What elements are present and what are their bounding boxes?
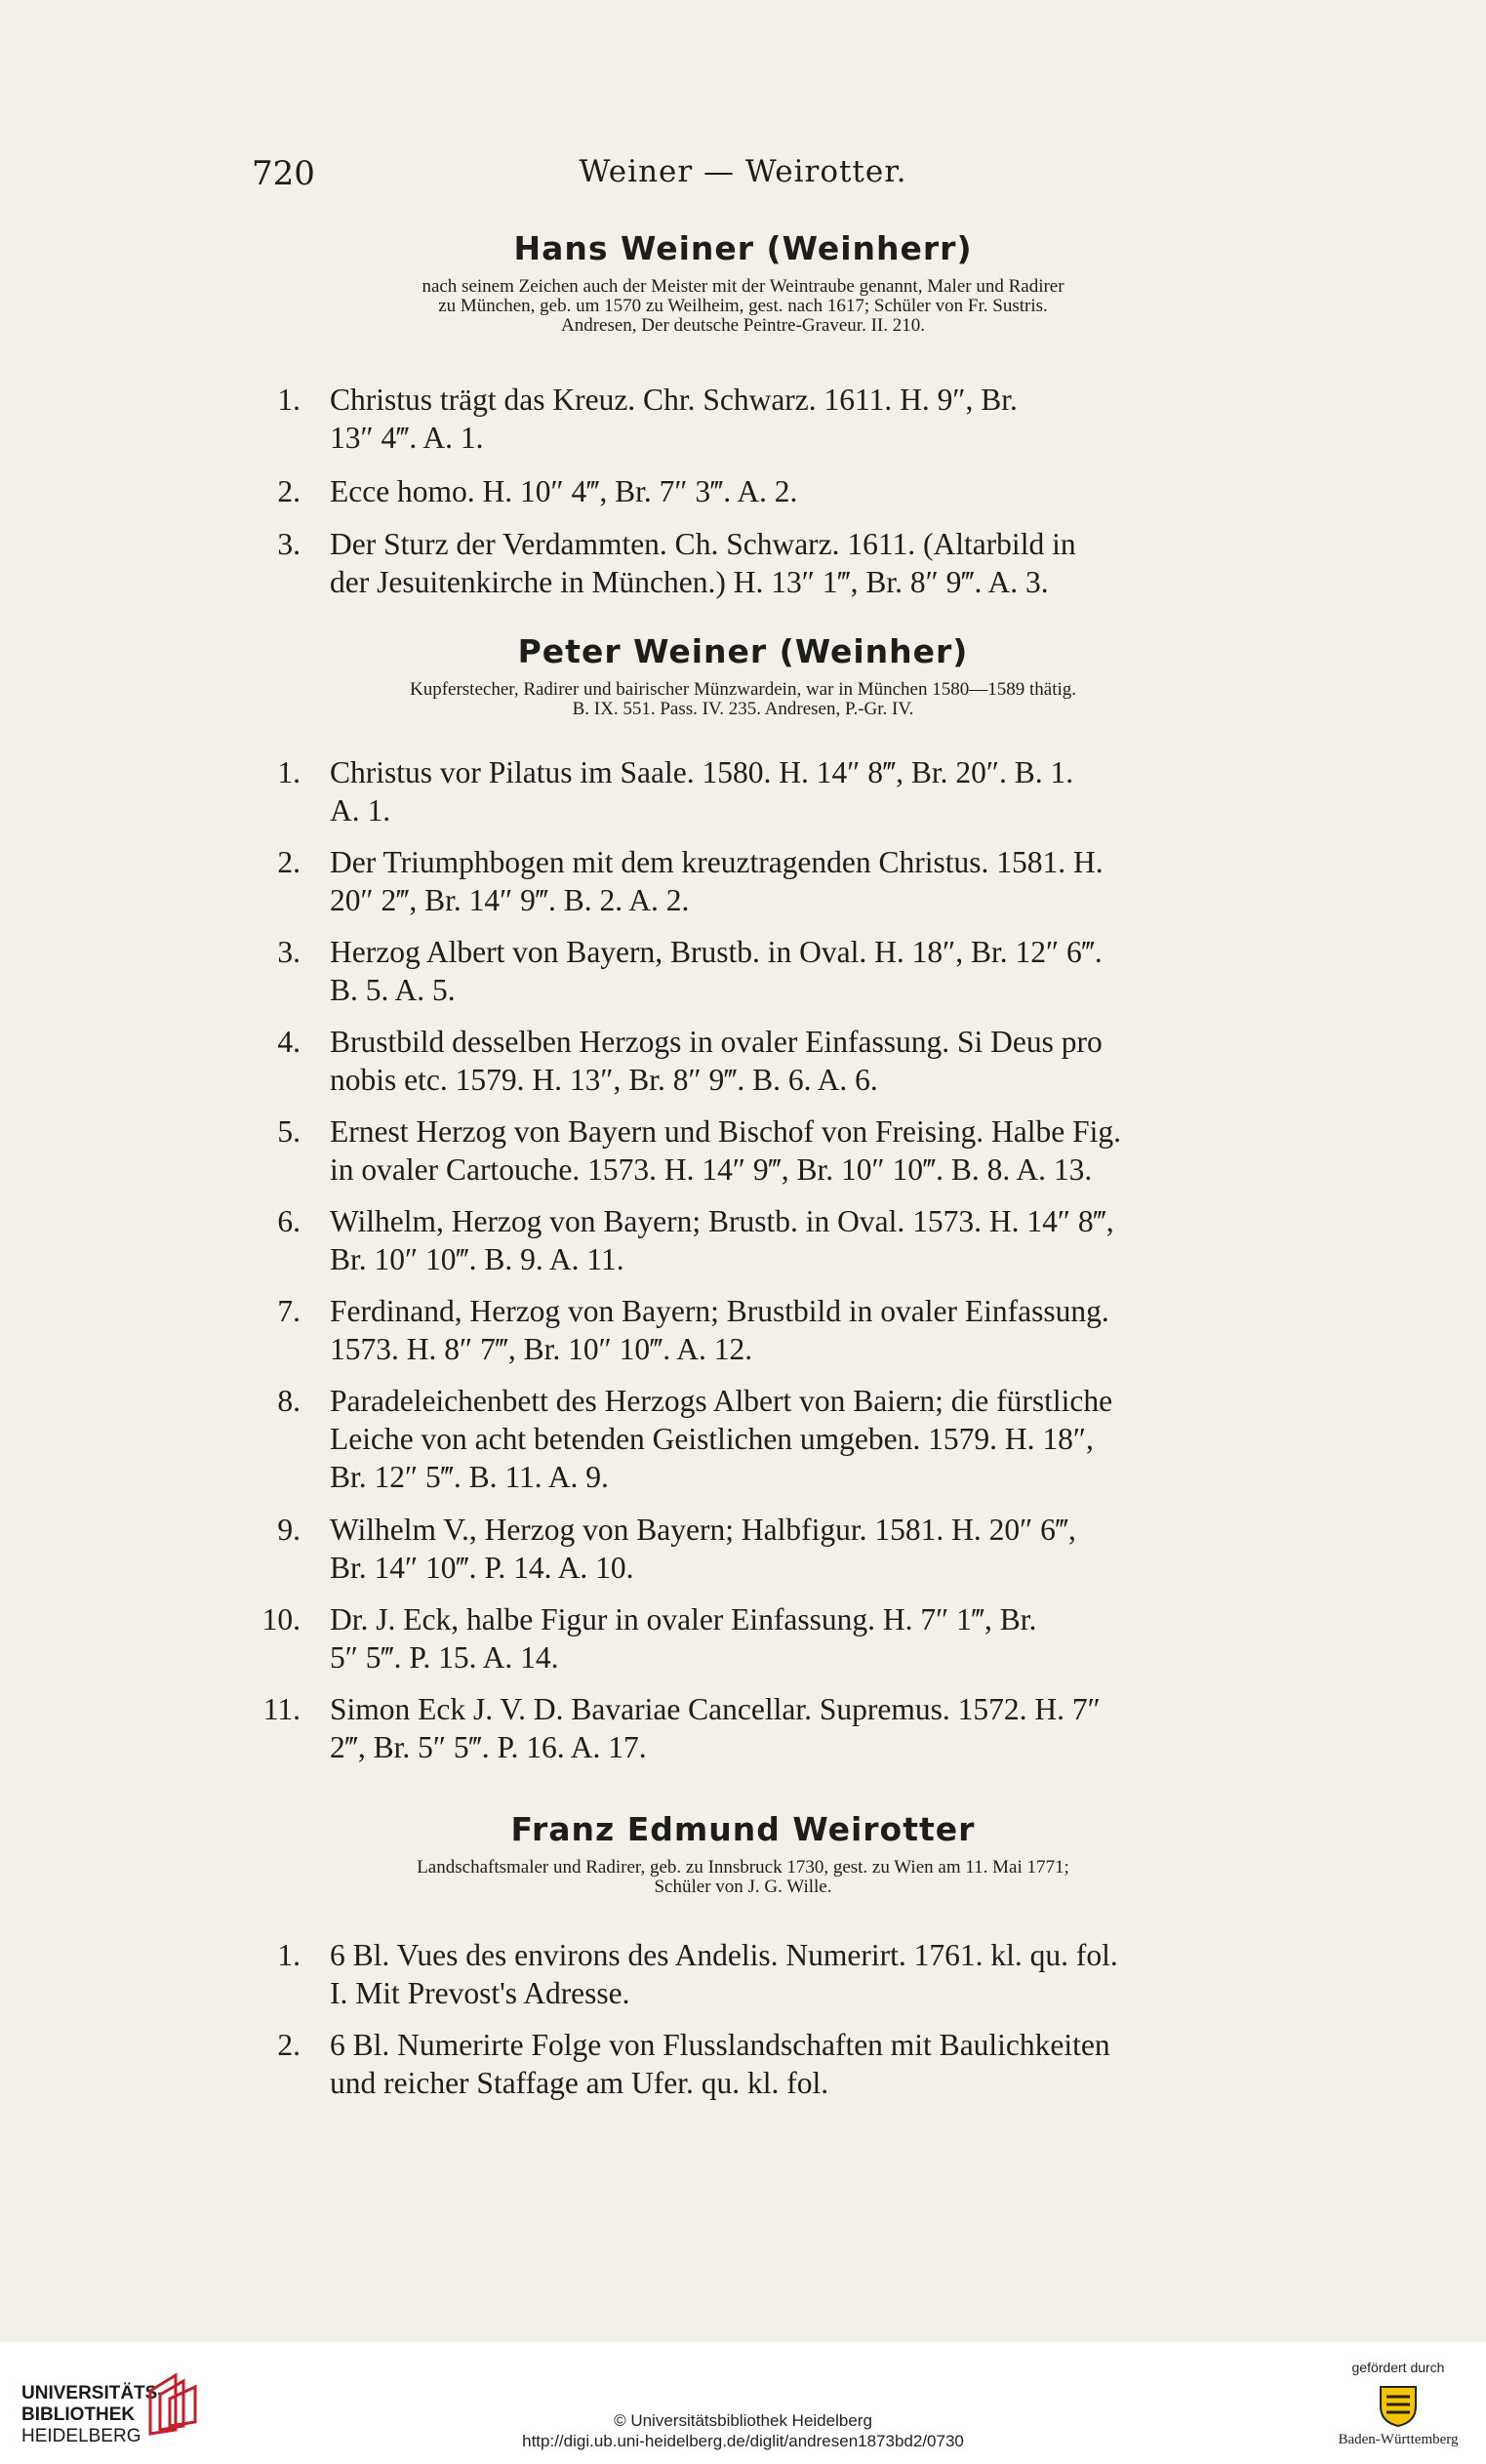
- artist-heading: Franz Edmund Weirotter: [510, 1810, 976, 1848]
- entry-number: 10.: [261, 1602, 301, 1636]
- entry-line: in ovaler Cartouche. 1573. H. 14″ 9‴, Br. 10″ 10‴. B. 8. A. 13.: [330, 1152, 1093, 1187]
- artist-section-peter-weiner: [0, 629, 1486, 719]
- copyright-block: [0, 2410, 1486, 2451]
- running-title: Weiner — Weirotter.: [579, 154, 907, 189]
- entry-line: Der Triumphbogen mit dem kreuztragenden Christus. 1581. H.: [330, 845, 1104, 879]
- entry-line: Leiche von acht betenden Geistlichen umgeben. 1579. H. 18″,: [330, 1422, 1094, 1456]
- entry-line: Br. 10″ 10‴. B. 9. A. 11.: [330, 1242, 624, 1276]
- entry-text: [330, 1382, 1358, 1496]
- entry-number: 2.: [277, 474, 301, 508]
- entry-line: Christus trägt das Kreuz. Chr. Schwarz. 1611. H. 9″, Br.: [330, 383, 1018, 417]
- entry-text: [330, 1690, 1358, 1766]
- entry-line: 13″ 4‴. A. 1.: [330, 421, 484, 455]
- entry-line: 20″ 2‴, Br. 14″ 9‴. B. 2. A. 2.: [330, 883, 690, 917]
- bio-line: zu München, geb. um 1570 zu Weilheim, gest. nach 1617; Schüler von Fr. Sustris.: [438, 296, 1048, 316]
- entry-line: B. 5. A. 5.: [330, 973, 456, 1007]
- entry-text: [330, 472, 1358, 510]
- bio-line: Schüler von J. G. Wille.: [654, 1877, 832, 1897]
- entry-text: [330, 2026, 1358, 2102]
- entry-text: [330, 1511, 1358, 1587]
- bio-line: nach seinem Zeichen auch der Meister mit der Weintraube genannt, Maler und Radirer: [422, 276, 1064, 297]
- entry-number: 6.: [277, 1204, 301, 1238]
- entry-number: 8.: [277, 1384, 301, 1418]
- entry-text: [330, 753, 1358, 829]
- entry-number: 9.: [277, 1513, 301, 1547]
- entry-line: Ecce homo. H. 10″ 4‴, Br. 7″ 3‴. A. 2.: [330, 474, 798, 508]
- state-crest-icon: [1377, 2381, 1420, 2428]
- entry-line: der Jesuitenkirche in München.) H. 13″ 1‴, Br. 8″ 9‴. A. 3.: [330, 565, 1049, 599]
- library-logo-line: HEIDELBERG: [21, 2426, 141, 2446]
- entry-line: 2‴, Br. 5″ 5‴. P. 16. A. 17.: [330, 1730, 647, 1764]
- artist-heading: Peter Weiner (Weinher): [517, 632, 969, 670]
- library-logo-line: BIBLIOTHEK: [21, 2404, 136, 2425]
- entry-number: 1.: [277, 1938, 301, 1972]
- running-head: [0, 154, 1486, 203]
- entry-text: [330, 525, 1358, 601]
- permalink[interactable]: http://digi.ub.uni-heidelberg.de/diglit/andresen1873bd2/0730: [522, 2432, 964, 2450]
- entry-text: [330, 933, 1358, 1009]
- library-logo-line: UNIVERSITÄTS-: [21, 2383, 164, 2403]
- entry-line: Christus vor Pilatus im Saale. 1580. H. 14″ 8‴, Br. 20″. B. 1.: [330, 755, 1074, 789]
- entry-number: 7.: [277, 1294, 301, 1328]
- entry-text: [330, 1202, 1358, 1278]
- entry-line: Wilhelm V., Herzog von Bayern; Halbfigur. 1581. H. 20″ 6‴,: [330, 1513, 1076, 1547]
- entry-line: 1573. H. 8″ 7‴, Br. 10″ 10‴. A. 12.: [330, 1332, 753, 1366]
- sponsor-block: [1335, 2360, 1462, 2448]
- entry-text: [330, 1023, 1358, 1099]
- entry-line: nobis etc. 1579. H. 13″, Br. 8″ 9‴. B. 6. A. 6.: [330, 1063, 878, 1097]
- entry-line: Br. 14″ 10‴. P. 14. A. 10.: [330, 1551, 634, 1585]
- entry-number: 3.: [277, 527, 301, 561]
- bio-line: Landschaftsmaler und Radirer, geb. zu Innsbruck 1730, gest. zu Wien am 11. Mai 1771;: [417, 1857, 1069, 1878]
- entry-line: Ernest Herzog von Bayern und Bischof von Freising. Halbe Fig.: [330, 1114, 1121, 1149]
- bio-line: Kupferstecher, Radirer und bairischer Münzwardein, war in München 1580—1589 thätig.: [409, 679, 1077, 700]
- artist-section-hans-weiner: [0, 226, 1486, 336]
- artist-bio: [273, 277, 1213, 336]
- entry-line: 6 Bl. Vues des environs des Andelis. Numerirt. 1761. kl. qu. fol.: [330, 1938, 1118, 1972]
- page-number: 720: [252, 154, 315, 193]
- entry-text: [330, 1600, 1358, 1676]
- entry-line: und reicher Staffage am Ufer. qu. kl. fol.: [330, 2066, 829, 2100]
- entry-number: 2.: [277, 2028, 301, 2062]
- entry-line: Der Sturz der Verdammten. Ch. Schwarz. 1611. (Altarbild in: [330, 527, 1076, 561]
- copyright-text: © Universitätsbibliothek Heidelberg: [614, 2411, 872, 2430]
- entry-number: 5.: [277, 1114, 301, 1149]
- entry-line: Paradeleichenbett des Herzogs Albert von Baiern; die fürstliche: [330, 1384, 1113, 1418]
- entry-line: Herzog Albert von Bayern, Brustb. in Oval. H. 18″, Br. 12″ 6‴.: [330, 935, 1103, 969]
- entry-text: [330, 1112, 1358, 1189]
- entry-number: 2.: [277, 845, 301, 879]
- artist-heading: Hans Weiner (Weinherr): [513, 229, 973, 267]
- entry-number: 1.: [277, 383, 301, 417]
- digitization-footer: [0, 2342, 1486, 2464]
- entry-line: Dr. J. Eck, halbe Figur in ovaler Einfassung. H. 7″ 1‴, Br.: [330, 1602, 1037, 1636]
- entry-text: [330, 1936, 1358, 2012]
- artist-bio: [273, 680, 1213, 719]
- entry-line: 5″ 5‴. P. 15. A. 14.: [330, 1640, 559, 1675]
- entry-text: [330, 1292, 1358, 1368]
- entry-line: Br. 12″ 5‴. B. 11. A. 9.: [330, 1460, 609, 1494]
- entry-line: 6 Bl. Numerirte Folge von Flusslandschaften mit Baulichkeiten: [330, 2028, 1110, 2062]
- entry-line: A. 1.: [330, 793, 391, 828]
- entry-line: Wilhelm, Herzog von Bayern; Brustb. in Oval. 1573. H. 14″ 8‴,: [330, 1204, 1114, 1238]
- entry-line: I. Mit Prevost's Adresse.: [330, 1976, 630, 2010]
- artist-section-franz-edmund-weirotter: [0, 1807, 1486, 1897]
- entry-number: 3.: [277, 935, 301, 969]
- entry-text: [330, 843, 1358, 919]
- entry-number: 4.: [277, 1025, 301, 1059]
- sponsor-state: Baden-Württemberg: [1338, 2432, 1459, 2447]
- entry-text: [330, 381, 1358, 457]
- sponsor-label: gefördert durch: [1351, 2360, 1445, 2375]
- entry-number: 1.: [277, 755, 301, 789]
- entry-line: Ferdinand, Herzog von Bayern; Brustbild in ovaler Einfassung.: [330, 1294, 1109, 1328]
- artist-bio: [273, 1858, 1213, 1897]
- bio-line: Andresen, Der deutsche Peintre-Graveur. II. 210.: [560, 315, 925, 336]
- entry-line: Simon Eck J. V. D. Bavariae Cancellar. Supremus. 1572. H. 7″: [330, 1692, 1101, 1726]
- bio-line: B. IX. 551. Pass. IV. 235. Andresen, P.-Gr. IV.: [572, 699, 914, 719]
- entry-line: Brustbild desselben Herzogs in ovaler Einfassung. Si Deus pro: [330, 1025, 1103, 1059]
- entry-number: 11.: [262, 1692, 301, 1726]
